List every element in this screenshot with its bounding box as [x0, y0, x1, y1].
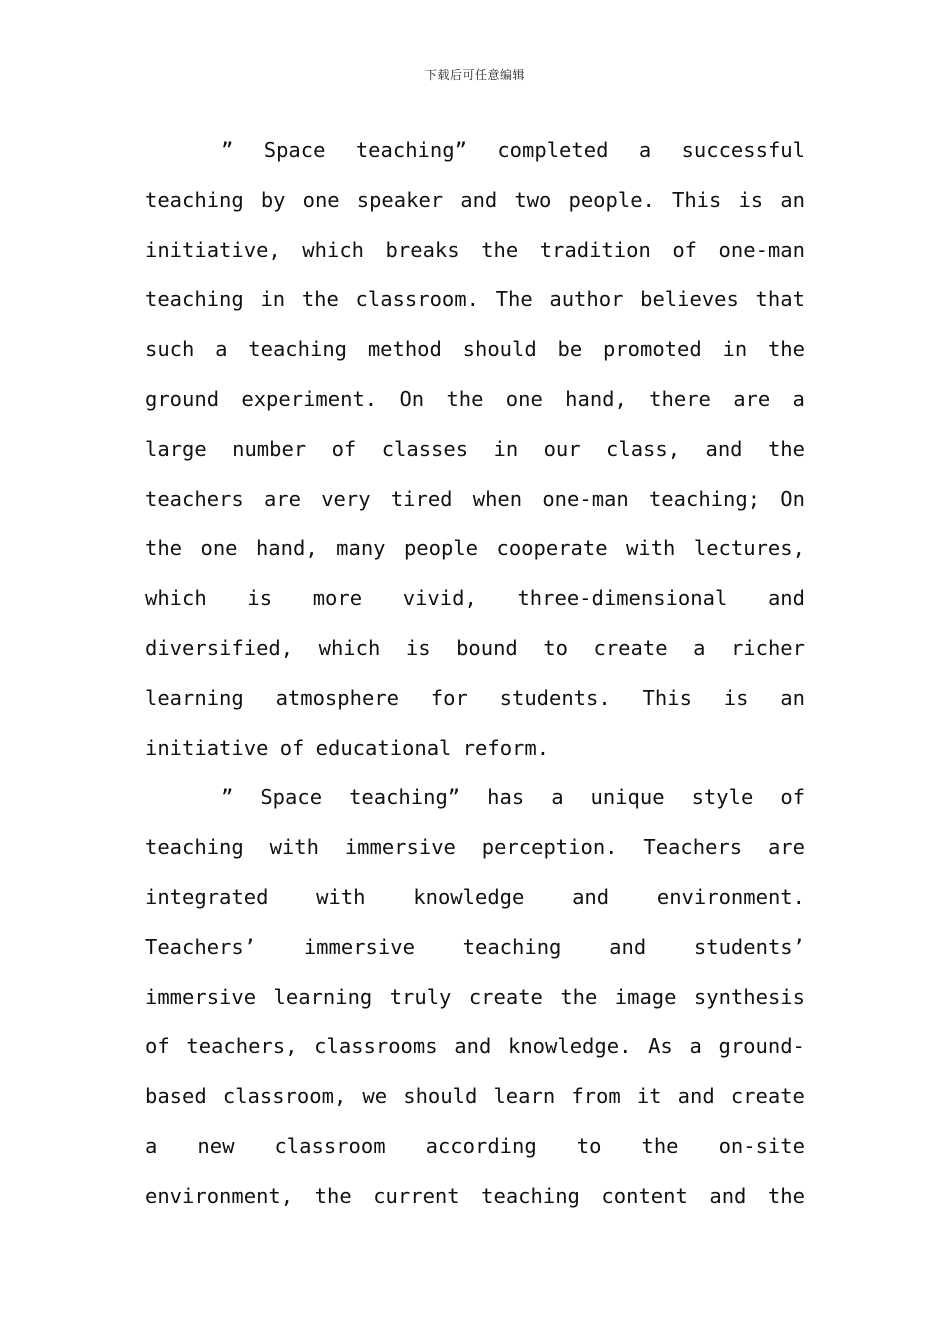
text-line: integrated with knowledge and environment. — [145, 884, 805, 909]
text-line: environment, the current teaching content and the — [145, 1183, 805, 1208]
text-line: diversified, which is bound to create a richer — [145, 635, 805, 660]
text-line: learning atmosphere for students. This is an — [145, 685, 805, 710]
text-line: ” Space teaching” has a unique style of — [221, 785, 805, 810]
text-line: teaching by one speaker and two people. This is an — [145, 187, 805, 212]
text-line: of teachers, classrooms and knowledge. As a ground- — [145, 1034, 805, 1059]
paragraph-1 — [145, 126, 805, 773]
text-line: the one hand, many people cooperate with lectures, — [145, 536, 805, 561]
text-line: ground experiment. On the one hand, there are a — [145, 386, 805, 411]
page-header: 下载后可任意编辑 — [424, 68, 525, 82]
text-line: based classroom, we should learn from it and create — [145, 1084, 805, 1109]
paragraph-2 — [145, 773, 805, 1221]
text-line: initiative of educational reform. — [145, 735, 550, 760]
text-line: which is more vivid, three-dimensional and — [145, 586, 805, 611]
text-line: teaching in the classroom. The author believes that — [145, 287, 805, 312]
text-line: large number of classes in our class, and the — [145, 436, 805, 461]
text-line: initiative, which breaks the tradition of one-man — [145, 237, 805, 262]
text-line: teaching with immersive perception. Teachers are — [145, 835, 805, 860]
text-line: such a teaching method should be promoted in the — [145, 337, 805, 362]
text-line: ” Space teaching” completed a successful — [221, 138, 805, 162]
text-line: a new classroom according to the on-site — [145, 1133, 805, 1158]
text-line: Teachers’ immersive teaching and students’ — [145, 934, 805, 959]
text-line: teachers are very tired when one-man teaching; On — [145, 486, 805, 511]
text-line: immersive learning truly create the image synthesis — [145, 984, 805, 1009]
body-text — [145, 126, 805, 1222]
